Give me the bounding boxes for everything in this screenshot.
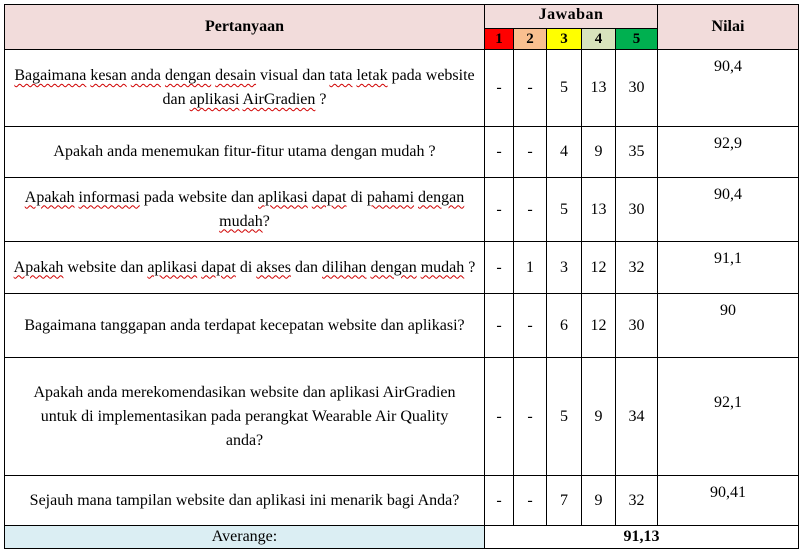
- answer-cell-2: 1: [514, 242, 547, 294]
- answer-cell-2: -: [514, 476, 547, 526]
- score-cell: 92,9: [658, 127, 799, 178]
- table-row: [5, 178, 799, 242]
- answer-cell-2: -: [514, 294, 547, 358]
- question-cell: Sejauh mana tampilan website dan aplikasi ini menarik bagi Anda?: [5, 476, 485, 526]
- answer-cell-3: 7: [547, 476, 582, 526]
- answer-cell-5: 32: [616, 242, 658, 294]
- question-cell: Bagaimana tanggapan anda terdapat kecepatan website dan aplikasi?: [5, 294, 485, 358]
- score-cell: 91,1: [658, 242, 799, 294]
- question-cell: Apakah website dan aplikasi dapat di akses dan dilihan dengan mudah ?: [5, 242, 485, 294]
- table-row: [5, 294, 799, 358]
- answer-cell-5: 32: [616, 476, 658, 526]
- answer-cell-5: 35: [616, 127, 658, 178]
- average-value: 91,13: [485, 526, 799, 549]
- answer-cell-4: 13: [582, 178, 616, 242]
- header-question: Pertanyaan: [5, 5, 485, 50]
- answer-cell-3: 3: [547, 242, 582, 294]
- answer-cell-4: 12: [582, 294, 616, 358]
- answer-cell-1: -: [485, 476, 514, 526]
- table-row: [5, 242, 799, 294]
- answer-cell-1: -: [485, 127, 514, 178]
- answer-cell-4: 9: [582, 476, 616, 526]
- survey-results-table: [4, 4, 799, 549]
- scale-1: 1: [485, 29, 514, 50]
- answer-cell-5: 30: [616, 294, 658, 358]
- average-label: Averange:: [5, 526, 485, 549]
- table-row: [5, 127, 799, 178]
- question-cell: Apakah anda menemukan fitur-fitur utama dengan mudah ?: [5, 127, 485, 178]
- answer-cell-4: 12: [582, 242, 616, 294]
- answer-cell-3: 6: [547, 294, 582, 358]
- score-cell: 90: [658, 294, 799, 358]
- scale-3: 3: [547, 29, 582, 50]
- score-cell: 90,4: [658, 178, 799, 242]
- answer-cell-4: 13: [582, 50, 616, 127]
- table-row: [5, 476, 799, 526]
- table-row: [5, 50, 799, 127]
- answer-cell-4: 9: [582, 127, 616, 178]
- answer-cell-1: -: [485, 178, 514, 242]
- average-row: [5, 526, 799, 549]
- scale-5: 5: [616, 29, 658, 50]
- score-cell: 90,41: [658, 476, 799, 526]
- answer-cell-3: 5: [547, 178, 582, 242]
- answer-cell-2: -: [514, 50, 547, 127]
- answer-cell-3: 5: [547, 50, 582, 127]
- scale-4: 4: [582, 29, 616, 50]
- question-cell: Apakah informasi pada website dan aplikasi dapat di pahami dengan mudah?: [5, 178, 485, 242]
- answer-cell-1: -: [485, 242, 514, 294]
- answer-cell-4: 9: [582, 358, 616, 476]
- answer-cell-3: 5: [547, 358, 582, 476]
- score-cell: 90,4: [658, 50, 799, 127]
- answer-cell-5: 30: [616, 178, 658, 242]
- scale-2: 2: [514, 29, 547, 50]
- answer-cell-1: -: [485, 50, 514, 127]
- answer-cell-5: 34: [616, 358, 658, 476]
- answer-cell-1: -: [485, 358, 514, 476]
- table-row: [5, 358, 799, 476]
- answer-cell-2: -: [514, 178, 547, 242]
- answer-cell-2: -: [514, 127, 547, 178]
- answer-cell-2: -: [514, 358, 547, 476]
- answer-cell-1: -: [485, 294, 514, 358]
- header-answers: Jawaban: [485, 5, 658, 29]
- header-score: Nilai: [658, 5, 799, 50]
- question-cell: Apakah anda merekomendasikan website dan aplikasi AirGradien untuk di implementasikan pada perangkat Wearable Air Quality anda?: [5, 358, 485, 476]
- answer-cell-5: 30: [616, 50, 658, 127]
- question-cell: Bagaimana kesan anda dengan desain visual dan tata letak pada website dan aplikasi AirGradien ?: [5, 50, 485, 127]
- answer-cell-3: 4: [547, 127, 582, 178]
- score-cell: 92,1: [658, 358, 799, 476]
